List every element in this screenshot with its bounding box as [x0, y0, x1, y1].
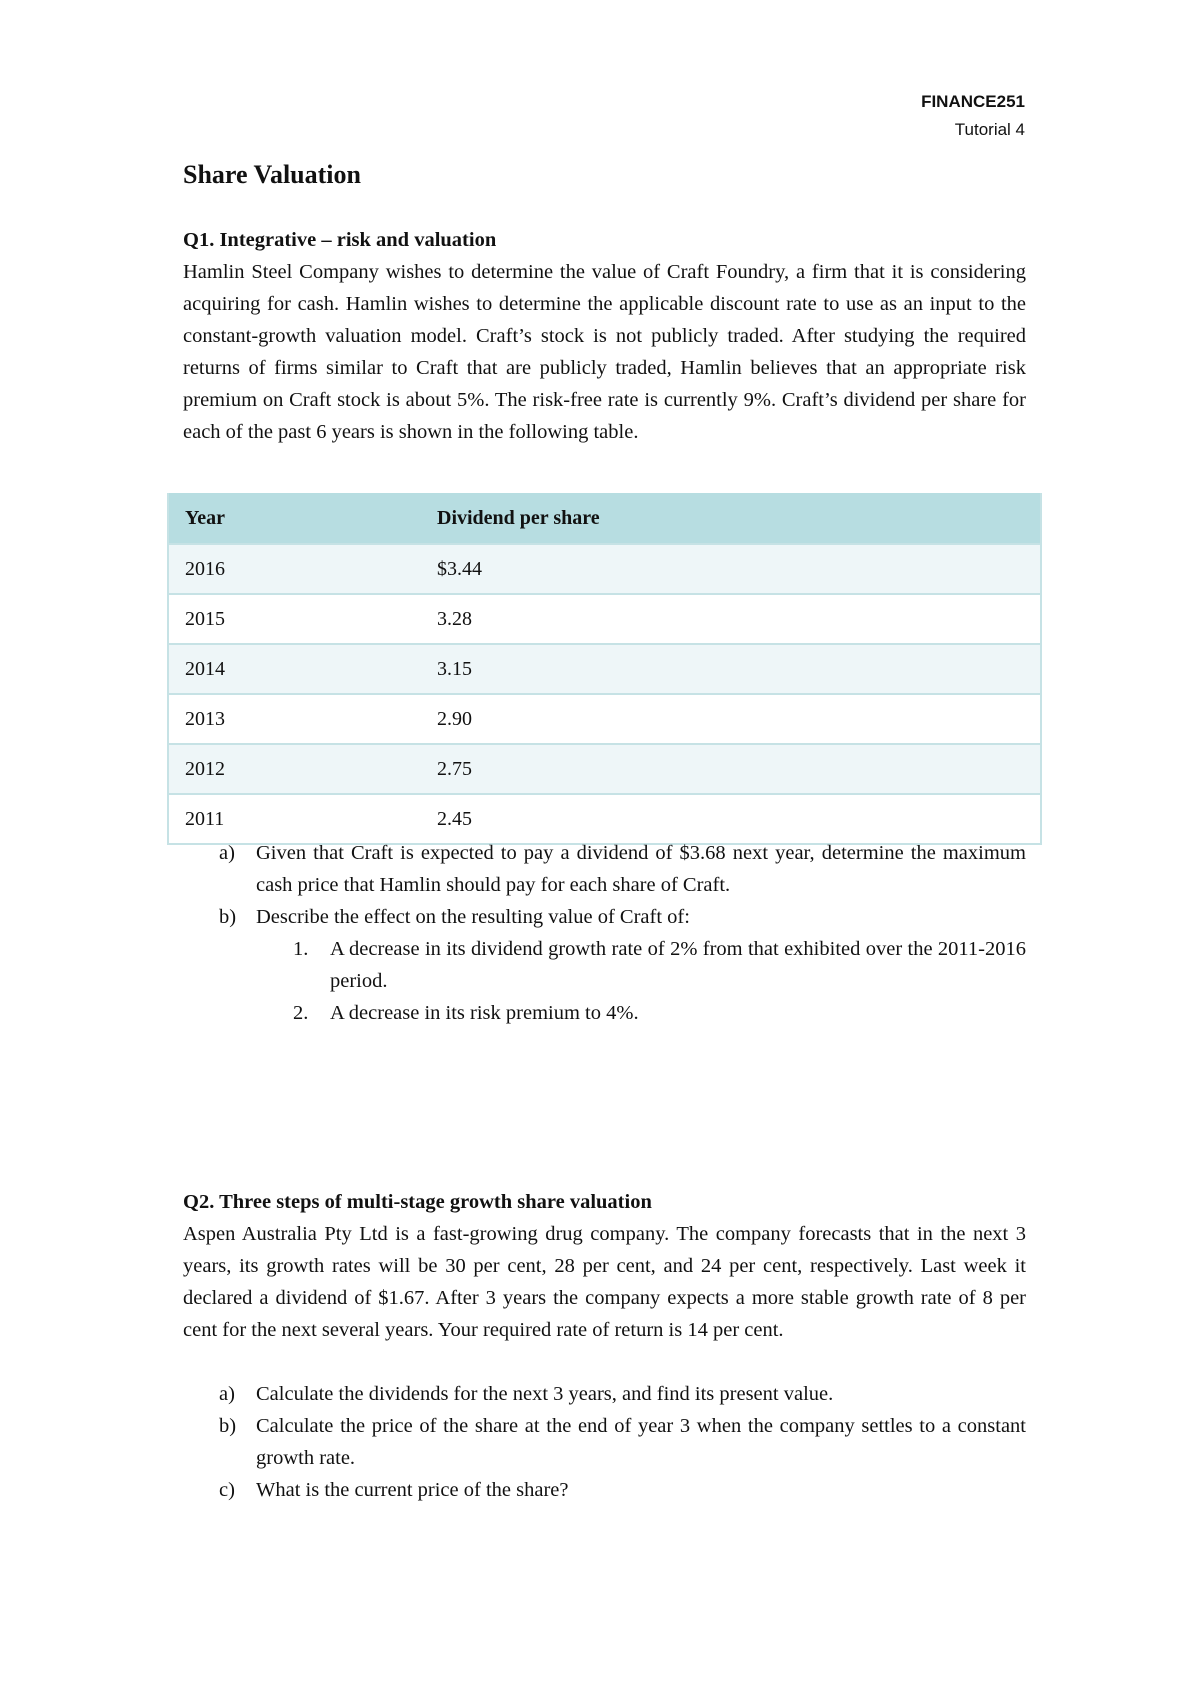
- year-cell: 2012: [168, 744, 421, 794]
- year-cell: 2016: [168, 544, 421, 594]
- dividend-cell: 2.45: [421, 794, 1041, 844]
- list-marker: b): [219, 906, 237, 928]
- list-item-text: Calculate the dividends for the next 3 years, and find its present value.: [256, 1383, 834, 1405]
- question-2-parts: [219, 1378, 1026, 1506]
- tutorial-label: Tutorial 4: [954, 120, 1025, 139]
- question-2-body: Aspen Australia Pty Ltd is a fast-growing drug company. The company forecasts that in the next 3 years, its growth rates will be 30 per cent, 28 per cent, and 24 per cent, respectively. Last week it declared a dividend of $1.67. After 3 years the company expects a more stable growth rate of 8 per cent for the next several years. Your required rate of return is 14 per cent.: [183, 1223, 1026, 1341]
- table-row: [168, 744, 1041, 794]
- question-1-body: Hamlin Steel Company wishes to determine the value of Craft Foundry, a firm that it is considering acquiring for cash. Hamlin wishes to determine the applicable discount rate to use as an input to the constant-growth valuation model. Craft’s stock is not publicly traded. After studying the required returns of firms similar to Craft that are publicly traded, Hamlin believes that an appropriate risk premium on Craft stock is about 5%. The risk-free rate is currently 9%. Craft’s dividend per share for each of the past 6 years is shown in the following table.: [183, 261, 1026, 443]
- list-item-text: Describe the effect on the resulting value of Craft of:: [256, 906, 690, 928]
- dividend-cell: 2.75: [421, 744, 1041, 794]
- column-header-year: Year: [168, 493, 421, 544]
- year-cell: 2011: [168, 794, 421, 844]
- list-item: [293, 997, 1026, 1029]
- table-row: [168, 694, 1041, 744]
- list-marker: 2.: [293, 1002, 309, 1024]
- page-title: Share Valuation: [183, 160, 361, 189]
- table-row: [168, 544, 1041, 594]
- course-code: FINANCE251: [921, 92, 1025, 111]
- page-header: [921, 88, 1025, 144]
- year-cell: 2015: [168, 594, 421, 644]
- list-item-text: A decrease in its dividend growth rate of 2% from that exhibited over the 2011-2016 period.: [330, 938, 1026, 992]
- list-item: [219, 901, 1026, 933]
- list-item: [219, 1410, 1026, 1474]
- list-item: [219, 1474, 1026, 1506]
- year-cell: 2013: [168, 694, 421, 744]
- list-item-text: What is the current price of the share?: [256, 1479, 569, 1501]
- list-marker: a): [219, 1383, 235, 1405]
- question-1: [183, 224, 1026, 448]
- list-marker: 1.: [293, 938, 309, 960]
- question-1-heading: Q1. Integrative – risk and valuation: [183, 229, 497, 251]
- dividend-cell: 2.90: [421, 694, 1041, 744]
- question-2-heading: Q2. Three steps of multi-stage growth share valuation: [183, 1191, 652, 1213]
- list-item: [293, 933, 1026, 997]
- table-row: [168, 594, 1041, 644]
- table-header-row: [168, 493, 1041, 544]
- list-item-text: A decrease in its risk premium to 4%.: [330, 1002, 639, 1024]
- list-marker: c): [219, 1479, 235, 1501]
- question-1-parts: [219, 837, 1026, 933]
- question-1-subparts: [293, 933, 1026, 1029]
- year-cell: 2014: [168, 644, 421, 694]
- dividend-table: [167, 493, 1042, 845]
- list-item: [219, 837, 1026, 901]
- column-header-dividend: Dividend per share: [421, 493, 1041, 544]
- table-row: [168, 644, 1041, 694]
- list-item: [219, 1378, 1026, 1410]
- question-2: [183, 1186, 1026, 1346]
- list-marker: b): [219, 1415, 237, 1437]
- dividend-cell: 3.15: [421, 644, 1041, 694]
- list-marker: a): [219, 842, 235, 864]
- list-item-text: Calculate the price of the share at the end of year 3 when the company settles to a constant growth rate.: [256, 1415, 1026, 1469]
- dividend-cell: 3.28: [421, 594, 1041, 644]
- list-item-text: Given that Craft is expected to pay a dividend of $3.68 next year, determine the maximum cash price that Hamlin should pay for each share of Craft.: [256, 842, 1026, 896]
- dividend-cell: $3.44: [421, 544, 1041, 594]
